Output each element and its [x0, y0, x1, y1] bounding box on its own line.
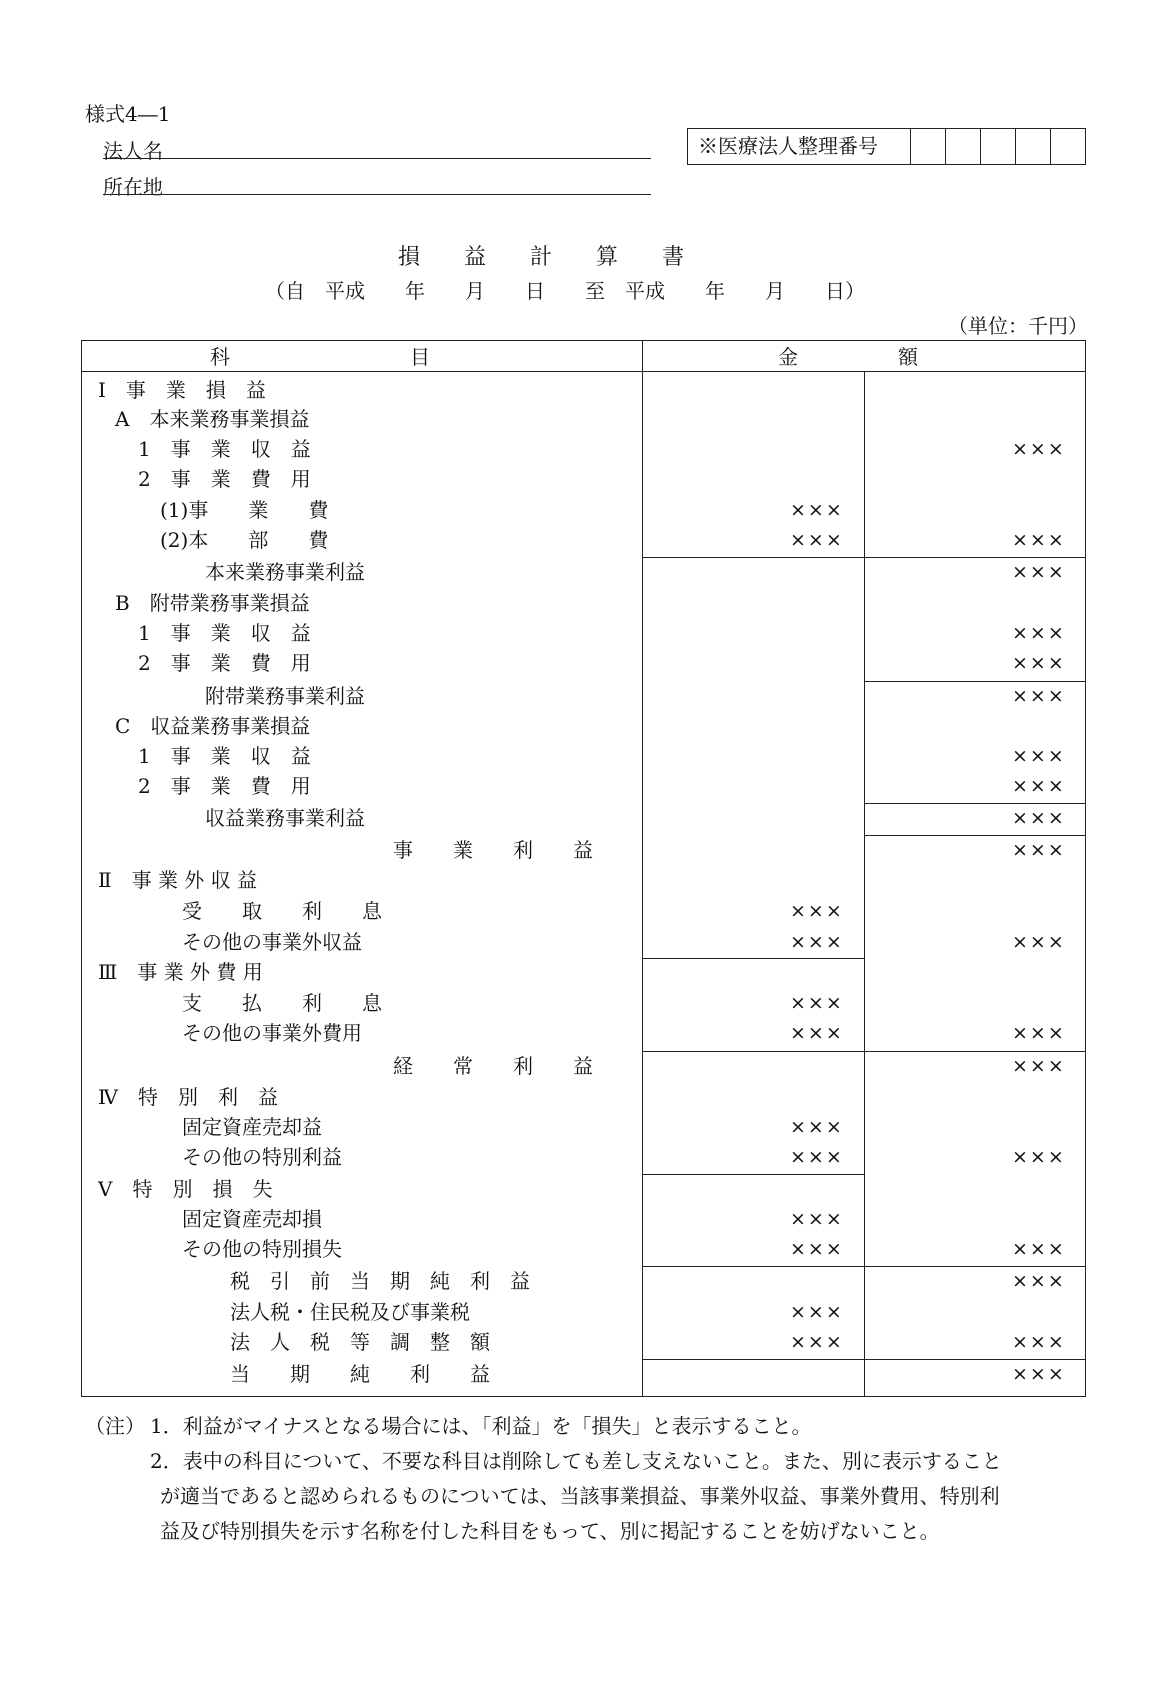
grid-line [864, 372, 865, 1397]
row-amount-col2: ××× [1012, 1270, 1066, 1292]
row-amount-col2: ××× [1012, 1146, 1066, 1168]
row-amount-col2: ××× [1012, 1022, 1066, 1044]
registration-label: ※医療法人整理番号 [698, 134, 878, 158]
row-label: その他の事業外収益 [182, 930, 362, 954]
grid-line [864, 557, 1086, 558]
row-amount-col2: ××× [1012, 652, 1066, 674]
row-amount-col2: ××× [1012, 529, 1066, 551]
grid-line [642, 1174, 864, 1175]
row-amount-col1: ××× [790, 499, 844, 521]
grid-line [864, 835, 1086, 836]
row-amount-col2: ××× [1012, 438, 1066, 460]
row-amount-col1: ××× [790, 992, 844, 1014]
row-label: Ⅴ 特 別 損 失 [98, 1177, 273, 1201]
row-label: A 本来業務事業損益 [115, 407, 310, 431]
row-amount-col1: ××× [790, 1022, 844, 1044]
row-amount-col1: ××× [790, 529, 844, 551]
row-amount-col2: ××× [1012, 807, 1066, 829]
grid-line [864, 1359, 1086, 1360]
row-label: 経 常 利 益 [393, 1054, 593, 1078]
row-label: 2 事 業 費 用 [138, 774, 311, 798]
note-2-line-2: が適当であると認められるものについては、当該事業損益、事業外収益、事業外費用、特別利 [160, 1484, 1000, 1508]
note-2-line-3: 益及び特別損失を示す名称を付した科目をもって、別に掲記することを妨げないこと。 [160, 1519, 940, 1543]
row-label: その他の特別損失 [182, 1237, 342, 1261]
row-label: Ⅲ 事 業 外 費 用 [98, 960, 263, 984]
row-label: 法人税・住民税及び事業税 [230, 1300, 470, 1324]
row-amount-col2: ××× [1012, 1363, 1066, 1385]
row-amount-col1: ××× [790, 1238, 844, 1260]
row-label: その他の事業外費用 [182, 1021, 362, 1045]
row-amount-col2: ××× [1012, 775, 1066, 797]
row-label: 法 人 税 等 調 整 額 [230, 1330, 490, 1354]
note-2-line-1: 2．表中の科目について、不要な科目は削除しても差し支えないこと。また、別に表示すること [150, 1449, 1002, 1473]
header-amount: 金 額 [778, 345, 918, 369]
row-amount-col2: ××× [1012, 622, 1066, 644]
row-label: 本来業務事業利益 [205, 560, 365, 584]
row-label: Ⅱ 事 業 外 収 益 [98, 868, 258, 892]
row-amount-col1: ××× [790, 1301, 844, 1323]
grid-line [642, 1051, 864, 1052]
grid-line [864, 681, 1086, 682]
registration-cells[interactable] [910, 129, 1085, 164]
row-label: 2 事 業 費 用 [138, 467, 311, 491]
grid-line [642, 1359, 864, 1360]
row-label: 附帯業務事業利益 [205, 684, 365, 708]
form-number: 様式4―1 [85, 102, 171, 126]
row-amount-col2: ××× [1012, 1055, 1066, 1077]
row-amount-col1: ××× [790, 1208, 844, 1230]
row-amount-col2: ××× [1012, 561, 1066, 583]
row-label: 1 事 業 収 益 [138, 437, 311, 461]
row-label: 税 引 前 当 期 純 利 益 [230, 1269, 530, 1293]
row-amount-col2: ××× [1012, 745, 1066, 767]
header-subject: 科 目 [210, 345, 430, 369]
grid-line [864, 803, 1086, 804]
row-label: Ⅳ 特 別 利 益 [98, 1085, 278, 1109]
page-title: 損 益 計 算 書 [398, 245, 685, 270]
corp-name-underline [103, 158, 651, 159]
row-amount-col1: ××× [790, 1116, 844, 1138]
grid-line [642, 557, 864, 558]
row-label: 1 事 業 収 益 [138, 744, 311, 768]
row-label: 収益業務事業利益 [205, 806, 365, 830]
row-amount-col2: ××× [1012, 685, 1066, 707]
row-label: B 附帯業務事業損益 [115, 591, 310, 615]
row-label: 当 期 純 利 益 [230, 1362, 490, 1386]
row-label: C 収益業務事業損益 [115, 714, 311, 738]
row-amount-col2: ××× [1012, 931, 1066, 953]
row-label: その他の特別利益 [182, 1145, 342, 1169]
grid-line [864, 1051, 1086, 1052]
grid-line [642, 1266, 864, 1267]
row-amount-col1: ××× [790, 931, 844, 953]
subject-amount-divider [642, 340, 643, 1397]
row-label: 支 払 利 息 [182, 991, 382, 1015]
row-label: 事 業 利 益 [393, 838, 593, 862]
row-amount-col2: ××× [1012, 1331, 1066, 1353]
registration-number-box [687, 128, 1086, 165]
row-amount-col1: ××× [790, 1146, 844, 1168]
row-label: 1 事 業 収 益 [138, 621, 311, 645]
row-label: 固定資産売却損 [182, 1207, 322, 1231]
row-amount-col1: ××× [790, 1331, 844, 1353]
address-label: 所在地 [103, 175, 163, 199]
row-amount-col2: ××× [1012, 1238, 1066, 1260]
row-label: 固定資産売却益 [182, 1115, 322, 1139]
period-line: （自 平成 年 月 日 至 平成 年 月 日） [265, 279, 865, 303]
row-label: 受 取 利 息 [182, 899, 382, 923]
note-1: 1．利益がマイナスとなる場合には、「利益」を「損失」と表示すること。 [150, 1414, 812, 1438]
row-label: (2)本 部 費 [160, 528, 329, 552]
row-label: 2 事 業 費 用 [138, 651, 311, 675]
unit-label: （単位：千円） [948, 314, 1088, 338]
row-label: (1)事 業 費 [160, 498, 329, 522]
row-amount-col2: ××× [1012, 839, 1066, 861]
grid-line [642, 958, 864, 959]
address-underline [103, 194, 651, 195]
corp-name-label: 法人名 [103, 139, 163, 163]
grid-line [864, 1266, 1086, 1267]
note-prefix: （注） [85, 1414, 145, 1438]
row-label: Ⅰ 事 業 損 益 [98, 378, 266, 402]
row-amount-col1: ××× [790, 900, 844, 922]
